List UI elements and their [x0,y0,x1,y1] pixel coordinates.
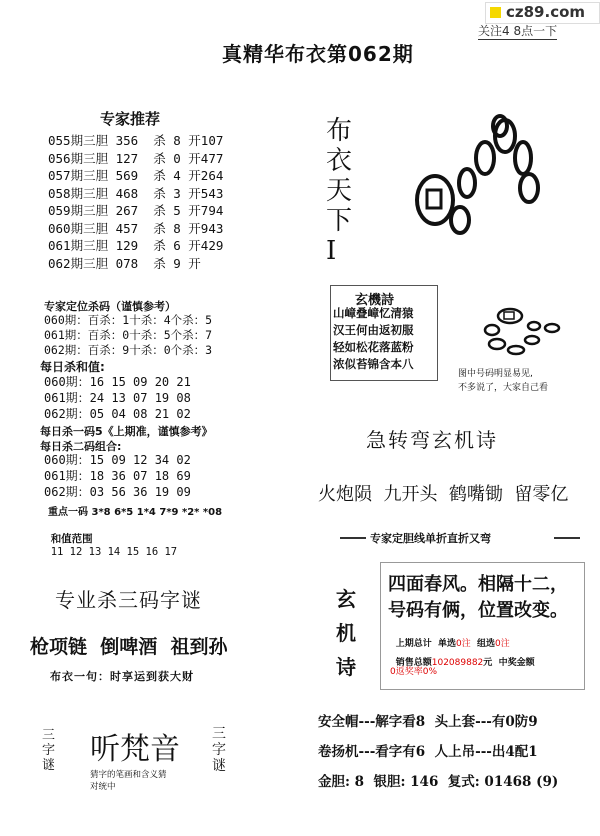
xuanji-main-1: 四面春风。相隔十二， [388,574,568,595]
riddle-note-1: 猜字的笔画和含义猜 [90,770,167,780]
list-item: 060期：百杀：1十杀：4个杀：5 [44,313,213,327]
urgent-poem-line: 火炮陨 九开头 鹤嘴锄 留零亿 [318,484,569,505]
divider [554,537,580,539]
list-item: 059期三胆 267 杀 5 开794 [48,203,224,218]
stats-line-1: 上期总计 单选0注 组选0注 [395,639,510,649]
sum-range-values: 11 12 13 14 15 16 17 [50,546,178,558]
xuanji-main-2: 号码有俩，位置改变。 [388,600,568,621]
urgent-poem-heading: 急转弯玄机诗 [366,428,498,452]
riddle-left-vertical: 三字谜 [42,728,56,773]
top-right-note: 关注4 8点一下 [478,24,558,38]
buyi-line: 布衣一句：时享运到获大财 [50,670,194,683]
key-kill: 重点一码 3*8 6*5 1*4 7*9 *2* *08 [48,507,223,518]
sum-range-label: 和值范围 [50,533,93,545]
xuanji-shi-vertical [336,582,356,684]
stats-line-2: 销售总额102089882元 中奖金额 [395,658,535,668]
poem-line: 汉王何由返初服 [333,323,414,337]
vertical-char: 机 [336,621,356,645]
list-item: 060期：16 15 09 20 21 [44,375,191,389]
list-item: 058期三胆 468 杀 3 开543 [48,185,224,201]
img-note-1: 图中号码明显易见, [458,369,533,379]
list-item: 061期：18 36 07 18 69 [44,469,191,483]
position-kill-list [44,313,212,358]
vertical-char: 玄 [336,587,356,611]
list-item: 061期：百杀：0十杀：5个杀：7 [44,328,213,342]
divider [340,537,366,539]
logo-square-icon [490,7,501,18]
small-chain-illustration [472,300,582,360]
sum-range [44,519,177,558]
expert-heading: 专家推荐 [100,110,161,128]
daily-one-heading: 每日杀一码5《上期准，谨慎参考》 [40,425,213,438]
xuanji-poem-heading: 玄機詩 [355,293,395,308]
riddle-note-2: 对统中 [90,782,116,792]
xuanji-poem-lines [333,305,414,373]
stats-line-3: 0返奖率0% [390,667,438,677]
buyi-vertical-title: 布衣天下I [326,116,353,266]
list-item: 061期三胆 129 杀 6 开429 [48,238,224,253]
list-item: 055期三胆 356 杀 8 开107 [48,133,224,148]
list-item: 061期：24 13 07 19 08 [44,391,191,405]
daily-sum-list [44,374,191,422]
list-item: 060期：15 09 12 34 02 [44,453,191,467]
logo-text: cz89.com [506,3,586,21]
bottom-line-2: 卷扬机---看字有6 人上吊---出4配1 [318,744,538,760]
expert-list [48,132,223,272]
list-item: 062期：03 56 36 19 09 [44,485,191,499]
list-item: 062期：05 04 08 21 02 [44,407,191,421]
list-item: 062期：百杀：9十杀：0个杀：3 [44,343,213,357]
bottom-line-3: 金胆: 8 银胆: 146 复式: 01468 (9) [318,774,559,790]
expert-single: 专家定胆线单折直折又弯 [370,532,491,545]
poem-line: 浓似苔锦含本八 [333,357,414,371]
list-item: 056期三胆 127 杀 0 开477 [48,150,224,166]
daily-two-list [44,452,191,500]
chain-illustration [405,108,555,248]
daily-two-heading: 每日杀二码组合: [40,440,122,453]
list-item: 057期三胆 569 杀 4 开264 [48,168,224,183]
riddle-right-vertical: 三字谜 [212,726,226,774]
daily-sum-heading: 每日杀和值: [40,360,105,374]
list-item: 062期三胆 078 杀 9 开 [48,255,201,271]
img-note-2: 不多说了，大家自己看 [458,383,549,393]
poem-line: 轻如松花落蓝粉 [333,340,414,354]
riddle-phrase: 枪项链 倒啤酒 祖到孙 [30,636,228,658]
expert-single-row [340,530,580,546]
poem-line: 山嶂叠嶂忆清猿 [333,306,414,320]
bottom-line-1: 安全帽---解字看8 头上套---有0防9 [318,714,538,730]
page-title: 真精华布衣第062期 [222,42,414,66]
list-item: 060期三胆 457 杀 8 开943 [48,220,224,236]
position-kill-heading: 专家定位杀码（谨慎参考） [44,300,176,313]
vertical-char: 诗 [336,655,356,679]
riddle-center-word: 听梵音 [90,732,180,767]
riddle-heading: 专业杀三码字谜 [55,588,202,612]
site-logo[interactable] [485,2,600,24]
